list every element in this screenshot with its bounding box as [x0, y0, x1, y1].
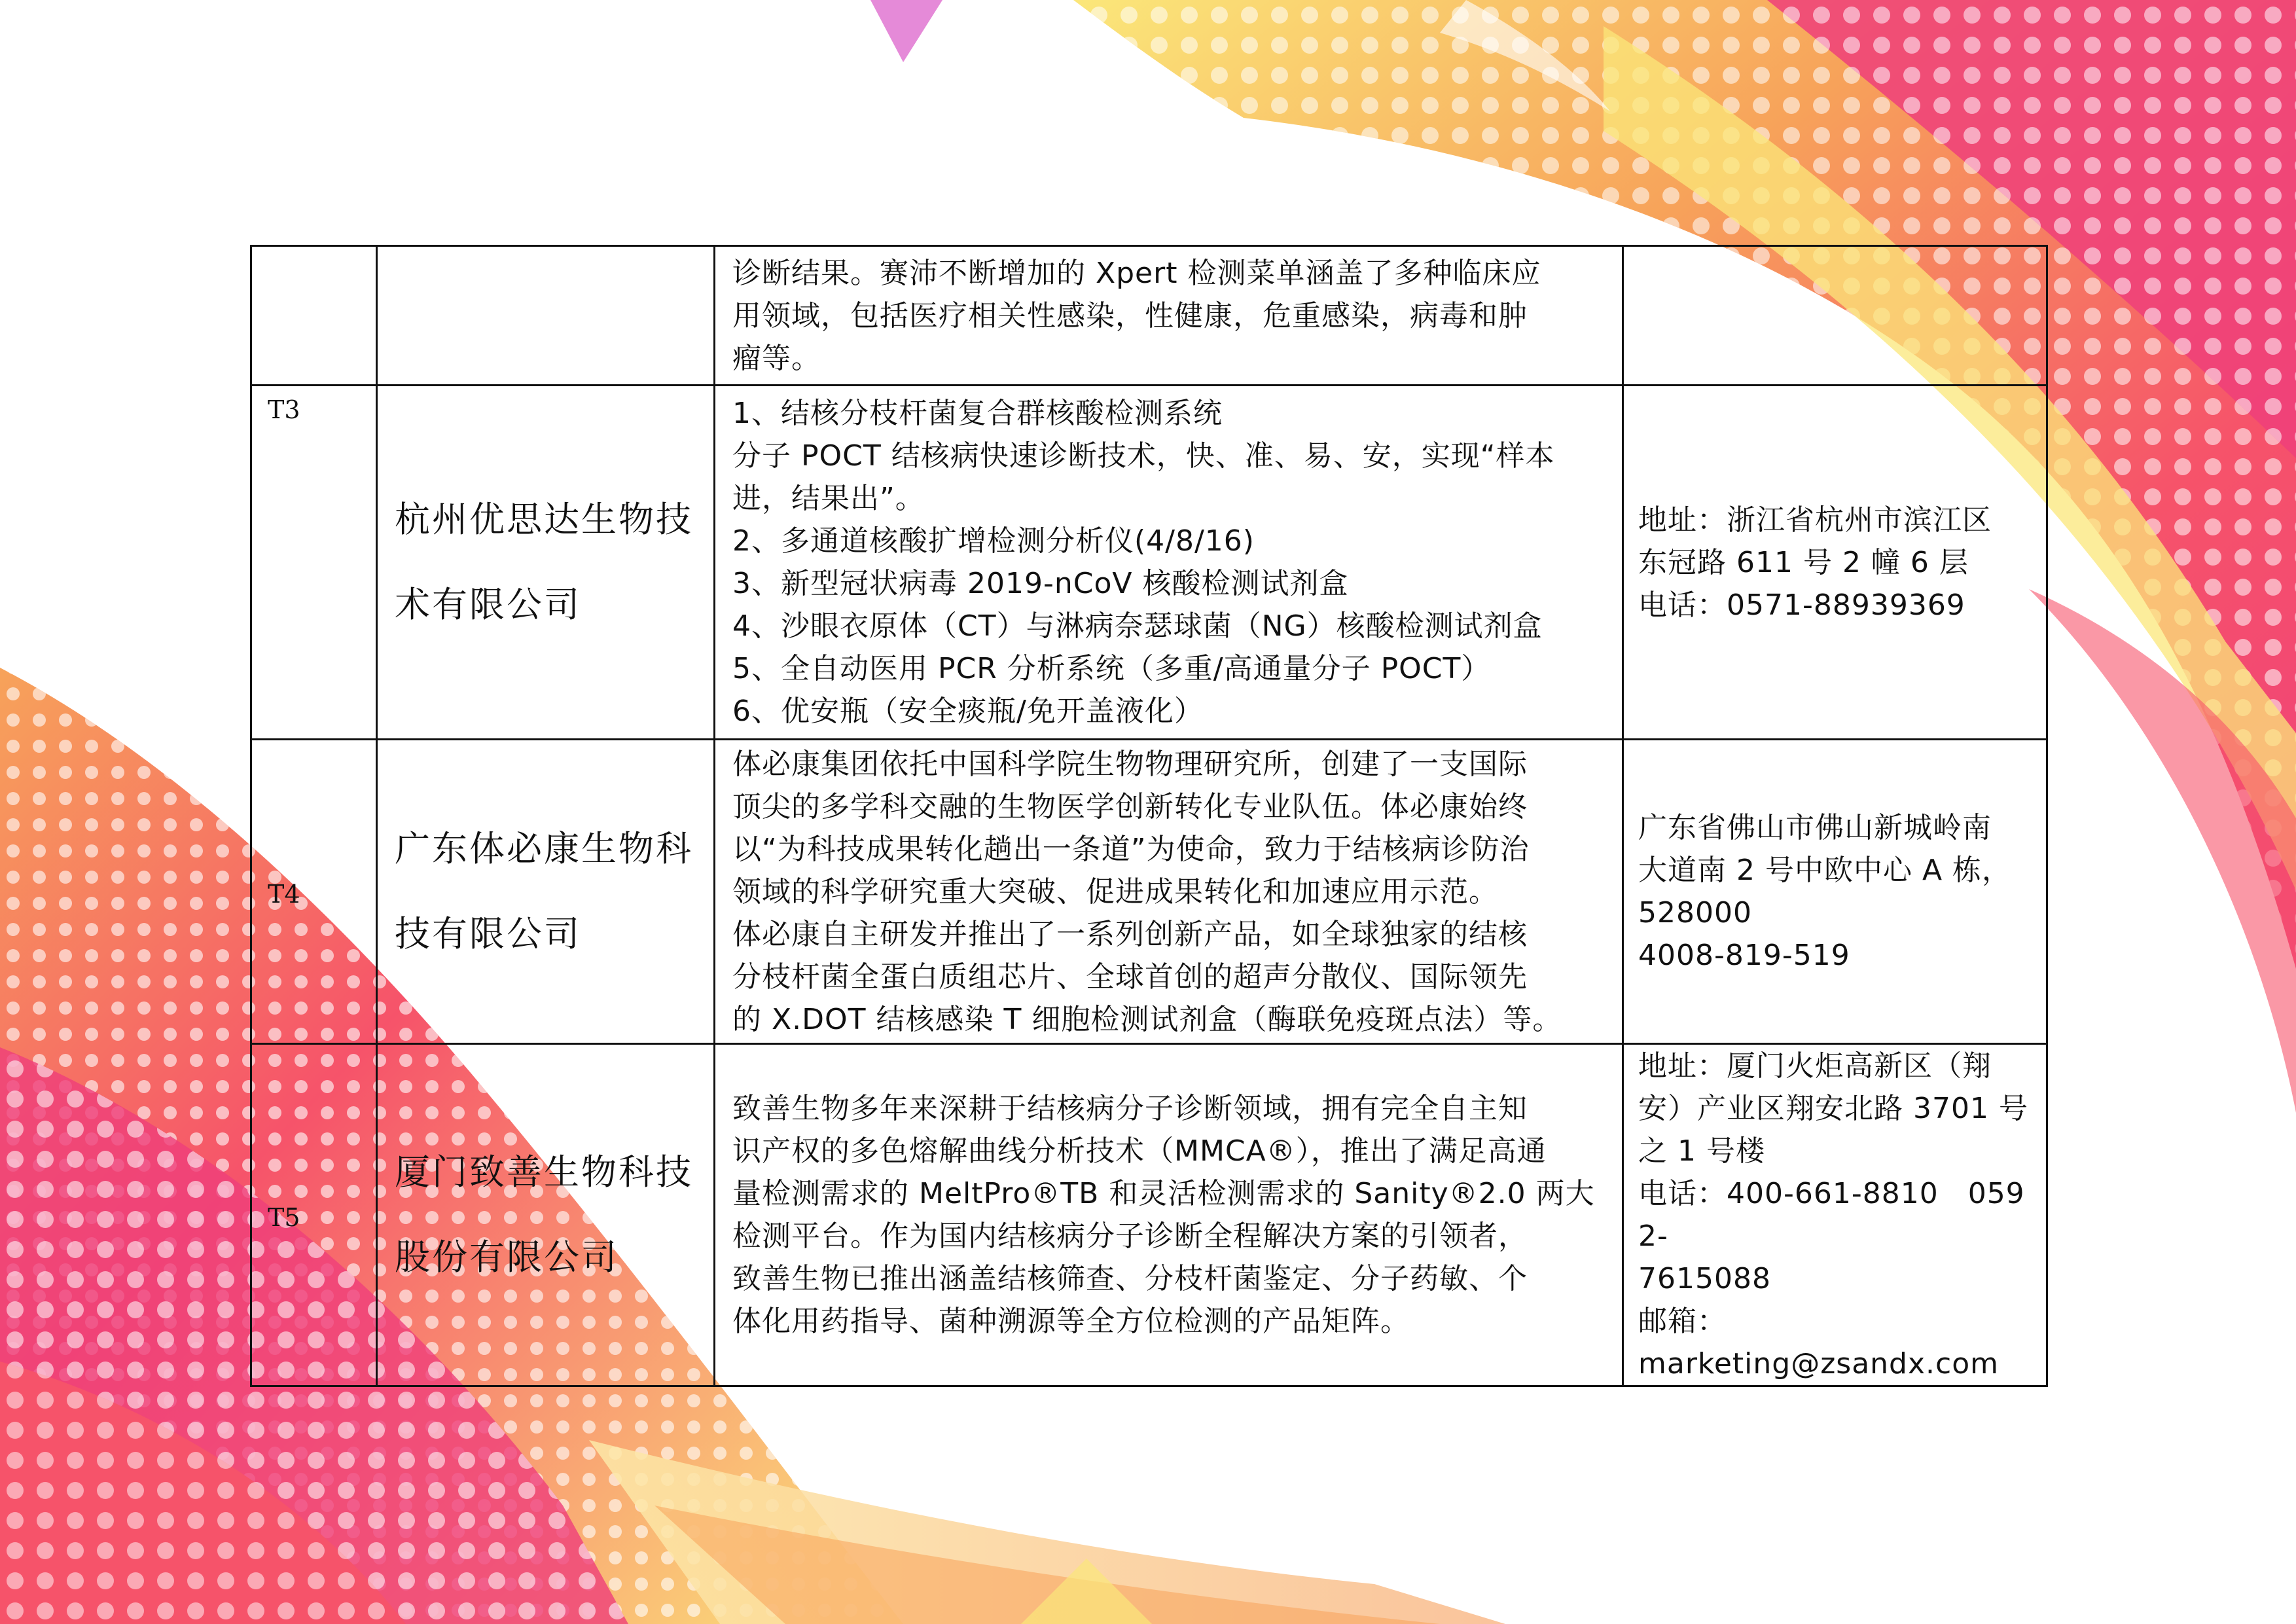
- desc-line: 1、结核分枝杆菌复合群核酸检测系统: [732, 397, 1223, 430]
- desc-line: 进，结果出”。: [732, 482, 925, 515]
- desc-line: 顶尖的多学科交融的生物医学创新转化专业队伍。体必康始终: [732, 789, 1528, 823]
- desc-line: 4、沙眼衣原体（CT）与淋病奈瑟球菌（NG）核酸检测试剂盒: [732, 609, 1543, 643]
- desc-line: 的 X.DOT 结核感染 T 细胞检测试剂盒（酶联免疫斑点法）等。: [732, 1002, 1562, 1036]
- contact-line: 地址：厦门火炬高新区（翔: [1638, 1049, 1992, 1083]
- contact-line: 邮箱：: [1638, 1305, 1727, 1338]
- desc-line: 体必康自主研发并推出了一系列创新产品，如全球独家的结核: [732, 917, 1528, 951]
- desc-line: 5、全自动医用 PCR 分析系统（多重/高通量分子 POCT）: [732, 652, 1491, 685]
- contact-line: 大道南 2 号中欧中心 A 栋，: [1638, 854, 2012, 887]
- company-description: [715, 740, 1623, 1044]
- company-contact: [1623, 1044, 2047, 1386]
- desc-line: 致善生物已推出涵盖结核筛查、分枝杆菌鉴定、分子药敏、个: [732, 1262, 1528, 1295]
- desc-line: 检测平台。作为国内结核病分子诊断全程解决方案的引领者，: [732, 1219, 1528, 1253]
- desc-line: 3、新型冠状病毒 2019-nCoV 核酸检测试剂盒: [732, 567, 1349, 600]
- contact-line: marketing@zsandx.com: [1638, 1347, 1999, 1380]
- desc-line: 6、优安瓶（安全痰瓶/免开盖液化）: [732, 695, 1204, 728]
- desc-line: 体必康集团依托中国科学院生物物理研究所，创建了一支国际: [732, 747, 1528, 781]
- company-description: [715, 246, 1623, 386]
- desc-line: 识产权的多色熔解曲线分析技术（MMCA®），推出了满足高通: [732, 1134, 1547, 1168]
- row-id: [251, 246, 377, 386]
- contact-line: 4008-819-519: [1638, 939, 1850, 972]
- row-id: T4: [251, 740, 377, 1044]
- desc-line: 2、多通道核酸扩增检测分析仪(4/8/16): [732, 524, 1255, 558]
- company-name: [377, 386, 715, 740]
- desc-line: 用领域，包括医疗相关性感染，性健康，危重感染，病毒和肿: [732, 298, 1528, 333]
- desc-line: 致善生物多年来深耕于结核病分子诊断领域，拥有完全自主知: [732, 1092, 1528, 1125]
- row-id: T5: [251, 1044, 377, 1386]
- name-line: 厦门致善生物科技: [395, 1151, 693, 1193]
- data-table-container: [250, 245, 2046, 1387]
- desc-line: 以“为科技成果转化趟出一条道”为使命，致力于结核病诊防治: [732, 832, 1530, 866]
- name-line: 技有限公司: [395, 913, 581, 954]
- desc-line: 诊断结果。赛沛不断增加的 Xpert 检测菜单涵盖了多种临床应: [732, 256, 1541, 290]
- table-row: [251, 1044, 2047, 1386]
- contact-line: 广东省佛山市佛山新城岭南: [1638, 811, 1992, 844]
- company-contact: [1623, 246, 2047, 386]
- contact-line: 7615088: [1638, 1262, 1771, 1295]
- name-line: 杭州优思达生物技: [395, 499, 693, 540]
- name-line: 术有限公司: [395, 584, 581, 625]
- company-table: [250, 245, 2048, 1387]
- desc-line: 体化用药指导、菌种溯源等全方位检测的产品矩阵。: [732, 1305, 1410, 1338]
- contact-line: 电话：400-661-8810 0592-: [1638, 1177, 2025, 1253]
- company-name: [377, 1044, 715, 1386]
- desc-line: 分枝杆菌全蛋白质组芯片、全球首创的超声分散仪、国际领先: [732, 960, 1528, 994]
- name-line: 股份有限公司: [395, 1236, 619, 1278]
- table-row: [251, 386, 2047, 740]
- company-name: [377, 740, 715, 1044]
- table-row: [251, 246, 2047, 386]
- contact-line: 安）产业区翔安北路 3701 号: [1638, 1092, 2028, 1125]
- name-line: 广东体必康生物科: [395, 828, 693, 869]
- contact-line: 东冠路 611 号 2 幢 6 层: [1638, 545, 1969, 579]
- desc-line: 瘤等。: [732, 341, 821, 375]
- desc-line: 量检测需求的 MeltPro®TB 和灵活检测需求的 Sanity®2.0 两大: [732, 1177, 1595, 1210]
- row-id: T3: [251, 386, 377, 740]
- company-contact: [1623, 740, 2047, 1044]
- desc-line: 领域的科学研究重大突破、促进成果转化和加速应用示范。: [732, 875, 1498, 909]
- company-description: [715, 386, 1623, 740]
- contact-line: 电话：0571-88939369: [1638, 588, 1965, 622]
- desc-line: 分子 POCT 结核病快速诊断技术，快、准、易、安，实现“样本: [732, 439, 1555, 473]
- contact-line: 528000: [1638, 896, 1752, 929]
- company-description: [715, 1044, 1623, 1386]
- contact-line: 地址：浙江省杭州市滨江区: [1638, 503, 1992, 537]
- table-row: [251, 740, 2047, 1044]
- contact-line: 之 1 号楼: [1638, 1134, 1765, 1168]
- company-name: [377, 246, 715, 386]
- company-contact: [1623, 386, 2047, 740]
